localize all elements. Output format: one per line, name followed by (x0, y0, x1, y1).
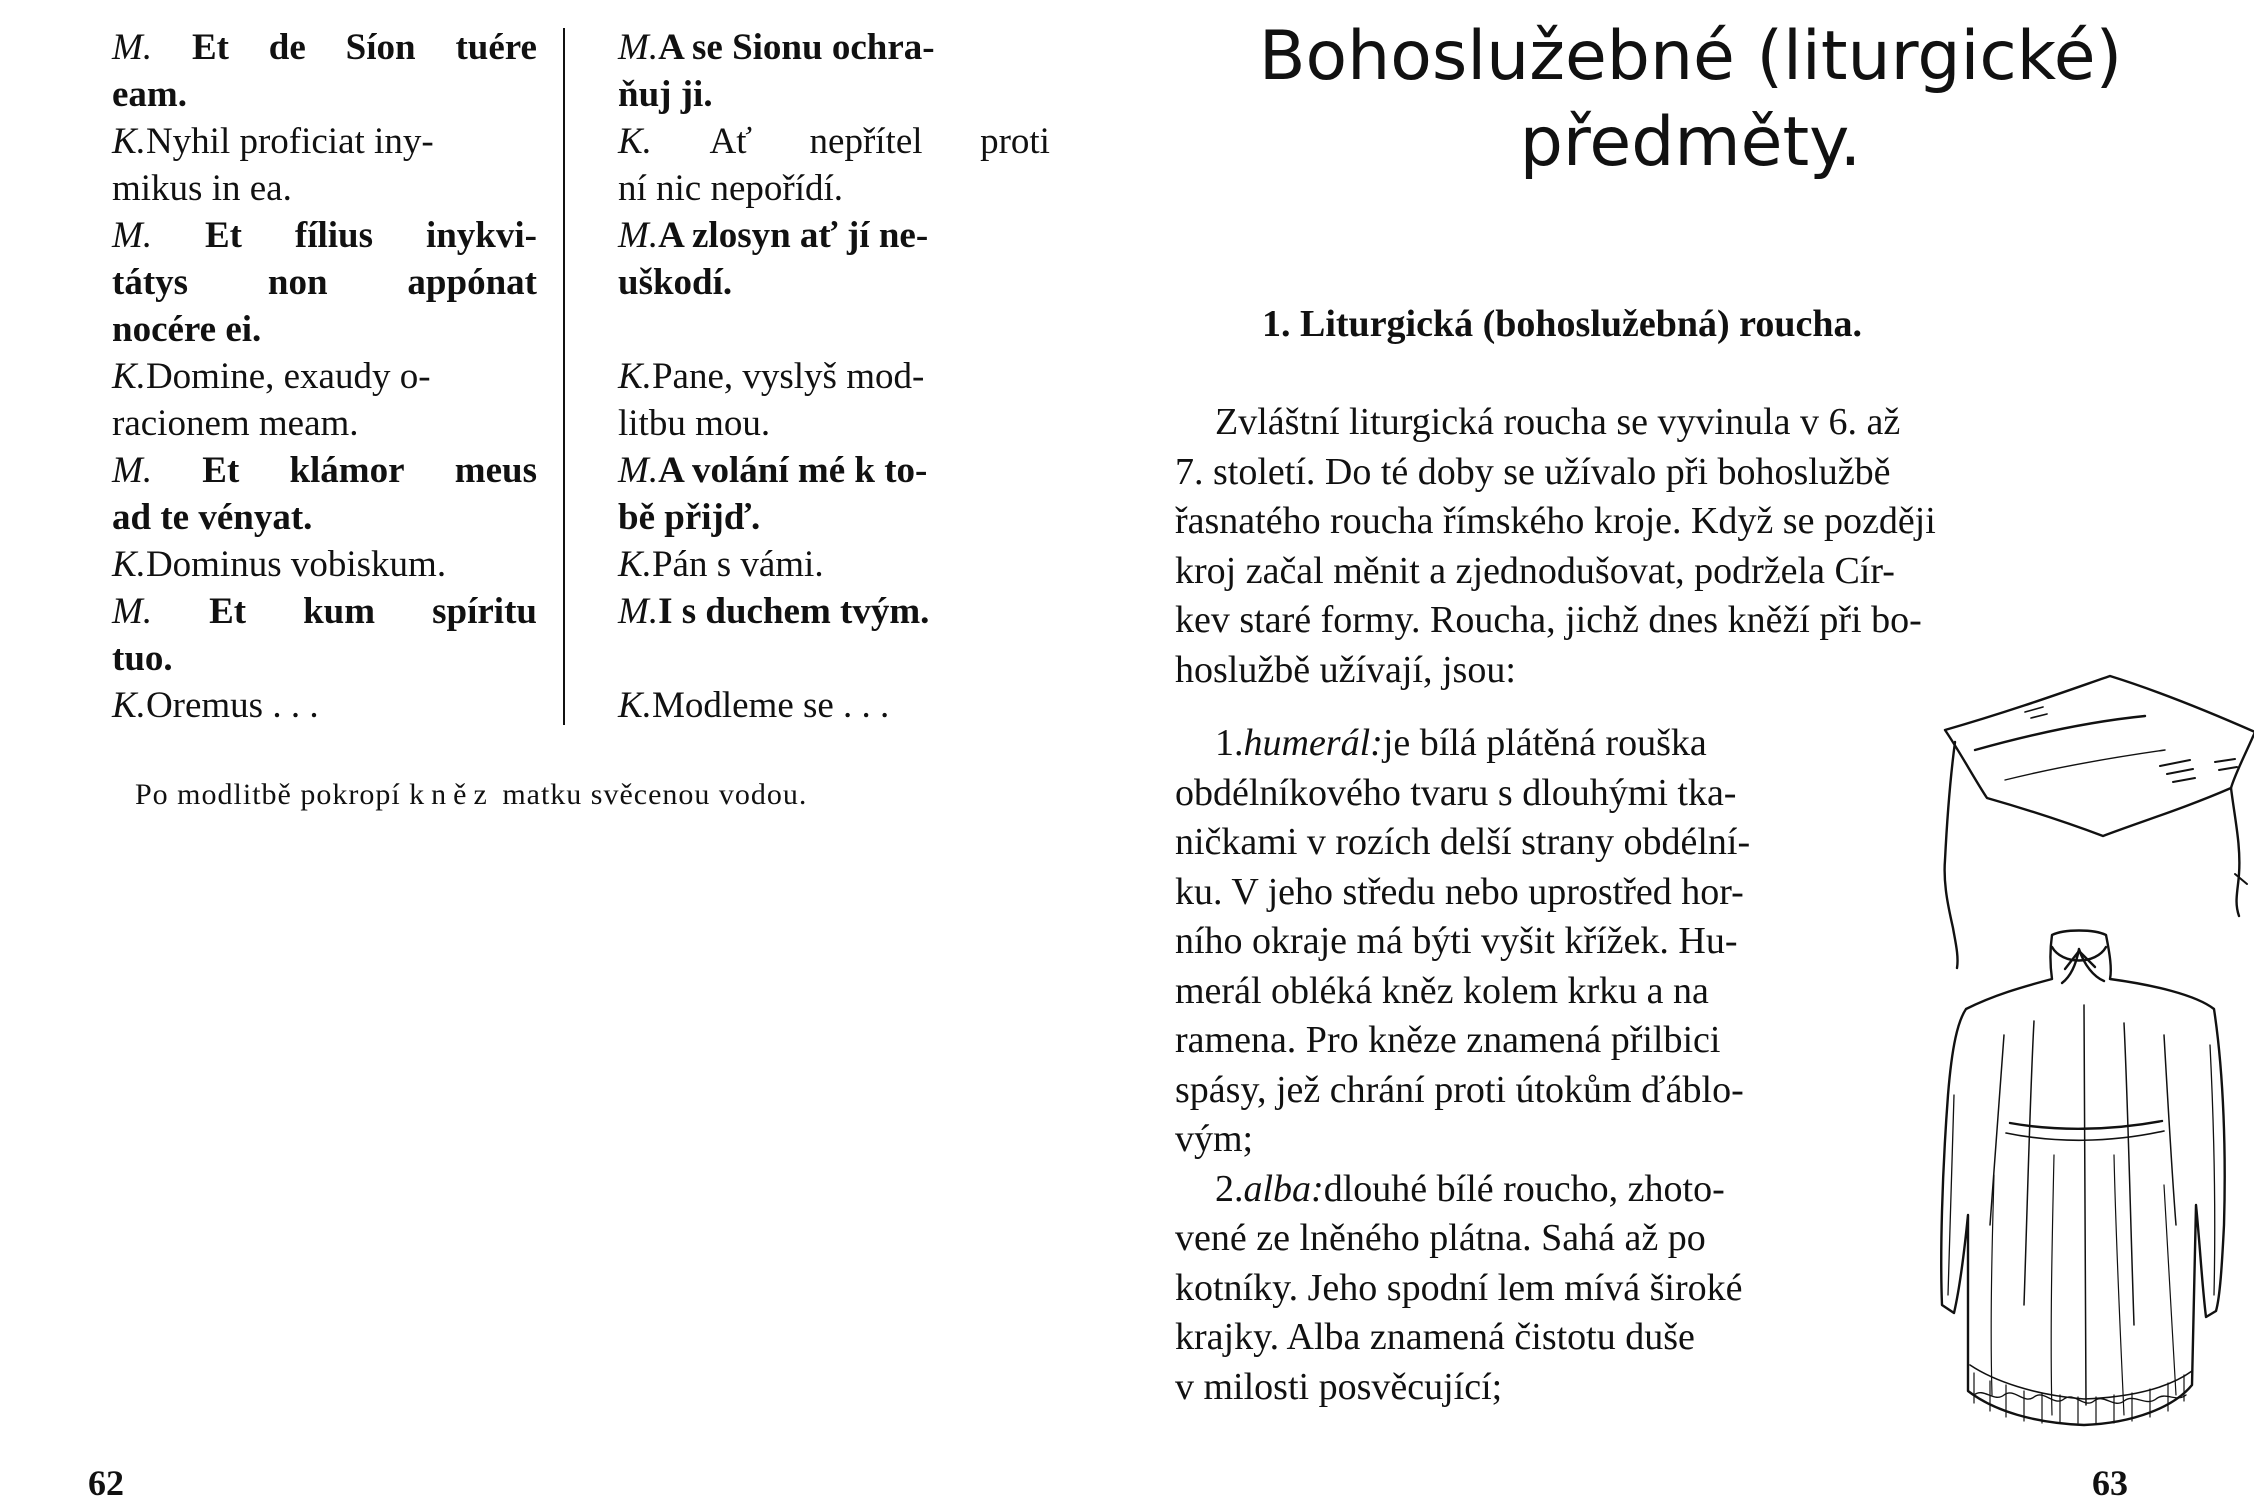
czech-text: A volání mé k to- (658, 450, 928, 491)
czech-text: M. (618, 215, 659, 256)
latin-text: appónat (407, 262, 537, 303)
latin-line (112, 447, 537, 494)
latin-text: Nyhil proficiat iny- (145, 121, 434, 162)
czech-text: ňuj ji. (618, 74, 713, 115)
latin-text: tuo. (112, 638, 173, 679)
page-title-line-2: předměty. (1519, 103, 1862, 182)
body-line (1175, 1363, 1911, 1413)
body-text: kotníky. Jeho spodní lem mívá široké (1175, 1266, 1743, 1309)
latin-line (112, 24, 537, 71)
latin-text: kum (303, 591, 376, 632)
latin-text: K. (112, 121, 146, 162)
latin-text: non (267, 262, 328, 303)
latin-text: M. (112, 27, 153, 68)
czech-text: bě přijď. (618, 497, 761, 538)
latin-line (112, 353, 537, 400)
body-text: ku. V jeho středu nebo uprostřed hor- (1175, 870, 1744, 913)
body-text: obdélníkového tvaru s dlouhými tka- (1175, 771, 1737, 814)
body-line (1175, 1016, 1911, 1066)
body-text: v milosti posvěcující; (1175, 1365, 1503, 1408)
body-line (1175, 818, 1911, 868)
latin-line (112, 494, 537, 541)
latin-text: Síon (345, 27, 416, 68)
body-text: 1. (1215, 722, 1244, 764)
latin-text: inykvi- (425, 215, 537, 256)
latin-text: Et (209, 591, 247, 632)
section-heading: 1. Liturgická (bohoslužebná) roucha. (1262, 303, 1862, 345)
latin-text: mikus in ea. (112, 168, 292, 209)
body-text: 7. století. Do té doby se užívalo při bohoslužbě (1175, 450, 1891, 493)
czech-text: K. (618, 121, 652, 162)
czech-text: M. (618, 591, 659, 632)
latin-line (112, 400, 537, 447)
czech-line (618, 212, 1050, 259)
latin-text: M. (112, 591, 153, 632)
czech-text: K. (618, 685, 652, 726)
czech-text: K. (618, 544, 652, 585)
latin-line (112, 212, 537, 259)
latin-text: Et (204, 215, 242, 256)
instruction-after: matku svěcenou vodou. (493, 778, 808, 811)
latin-line (112, 306, 537, 353)
body-text: vým; (1175, 1118, 1254, 1160)
czech-line (618, 494, 1050, 541)
body-text: kev staré formy. Roucha, jichž dnes kněží při bo- (1175, 599, 1922, 641)
body-line (1175, 448, 2137, 498)
czech-line (618, 541, 1050, 588)
latin-text: tátys (112, 262, 189, 303)
left-page (0, 0, 1127, 1503)
latin-text: Domine, exaudy o- (145, 356, 431, 397)
page-number-right: 63 (2092, 1463, 2128, 1503)
czech-text: I s duchem tvým. (658, 591, 930, 632)
latin-text: M. (112, 450, 153, 491)
body-line (1175, 1214, 1911, 1264)
body-text: hoslužbě užívají, jsou: (1175, 648, 1516, 691)
body-text: ního okraje má býti vyšit křížek. Hu- (1175, 920, 1738, 962)
latin-text: klámor (289, 450, 405, 491)
body-text: krajky. Alba znamená čistotu duše (1175, 1316, 1695, 1358)
body-text: vené ze lněného plátna. Sahá až po (1175, 1217, 1706, 1259)
czech-text: K. (618, 356, 652, 397)
czech-column (618, 24, 1050, 729)
body-text: 2. (1215, 1167, 1244, 1210)
latin-text: Et (191, 27, 229, 68)
czech-line (618, 118, 1050, 165)
page-title-line-1: Bohoslužebné (liturgické) (1258, 17, 2123, 96)
body-line (1175, 596, 2137, 646)
alba-illustration (1934, 925, 2229, 1430)
body-text: je bílá plátěná rouška (1382, 722, 1707, 764)
czech-line (618, 71, 1050, 118)
body-line (1175, 1313, 1911, 1363)
latin-text: K. (112, 685, 146, 726)
body-line (1175, 398, 2137, 448)
czech-text: A se Sionu ochra- (658, 27, 935, 68)
body-line (1175, 769, 1911, 819)
czech-text: Pane, vyslyš mod- (651, 356, 925, 397)
czech-text: nepřítel (809, 121, 923, 162)
czech-text: A zlosyn ať jí ne- (658, 215, 929, 256)
latin-text: eam. (112, 74, 187, 115)
body-line (1175, 547, 2137, 597)
body-text: ramena. Pro kněze znamená přilbici (1175, 1019, 1721, 1061)
body-text: dlouhé bílé roucho, zhoto- (1323, 1167, 1725, 1210)
czech-line (618, 259, 1050, 306)
latin-line (112, 541, 537, 588)
latin-text: racionem meam. (112, 403, 359, 444)
latin-text: K. (112, 356, 146, 397)
czech-line (618, 353, 1050, 400)
page-number-left: 62 (88, 1463, 124, 1503)
czech-line (618, 588, 1050, 635)
latin-line (112, 165, 537, 212)
body-line (1175, 1115, 1911, 1165)
latin-text: K. (112, 544, 146, 585)
czech-text: Pán s vámi. (651, 544, 824, 585)
body-line (1175, 1165, 1951, 1215)
latin-text: M. (112, 215, 153, 256)
czech-text: M. (618, 27, 659, 68)
czech-line (618, 682, 1050, 729)
instruction-before: Po modlitbě pokropí (135, 778, 410, 811)
body-line (1175, 917, 1911, 967)
czech-line (618, 400, 1050, 447)
latin-line (112, 635, 537, 682)
latin-text: de (268, 27, 306, 68)
latin-text: tuére (455, 27, 537, 68)
czech-text: litbu mou. (618, 403, 771, 444)
body-text: řasnatého roucha římského kroje. Když se později (1175, 500, 1936, 542)
latin-text: meus (454, 450, 537, 491)
instruction-spaced-word: kněz (409, 778, 494, 811)
body-line (1175, 719, 1951, 769)
latin-text: nocére ei. (112, 309, 262, 350)
column-divider (563, 28, 565, 725)
czech-text: proti (980, 121, 1050, 162)
body-text: alba: (1243, 1167, 1324, 1210)
right-page (1127, 0, 2254, 1503)
latin-text: Et (202, 450, 240, 491)
latin-line (112, 118, 537, 165)
body-text: spásy, jež chrání proti útokům ďáblo- (1175, 1068, 1744, 1111)
latin-text: fílius (294, 215, 374, 256)
latin-line (112, 588, 537, 635)
latin-line (112, 71, 537, 118)
czech-text: M. (618, 450, 659, 491)
latin-column (112, 24, 537, 729)
latin-line (112, 259, 537, 306)
czech-text: Ať (709, 121, 752, 162)
body-line (1175, 868, 1911, 918)
czech-line (618, 447, 1050, 494)
body-text: merál obléká kněz kolem krku a na (1175, 969, 1709, 1012)
body-text: Zvláštní liturgická roucha se vyvinula v 6. až (1215, 401, 1901, 443)
body-line (1175, 1264, 1911, 1314)
latin-text: spíritu (432, 591, 537, 632)
latin-line (112, 682, 537, 729)
instruction-text (135, 778, 807, 812)
latin-text: ad te vényat. (112, 497, 313, 538)
czech-text: Modleme se . . . (651, 685, 890, 726)
body-text: kroj začal měnit a zjednodušovat, podržela Cír- (1175, 549, 1895, 592)
body-line (1175, 967, 1911, 1017)
body-line (1175, 1066, 1911, 1116)
czech-text: ní nic nepořídí. (618, 168, 844, 209)
body-line (1175, 497, 2137, 547)
body-text: humerál: (1243, 722, 1383, 764)
latin-text: Oremus . . . (145, 685, 319, 726)
czech-text: uškodí. (618, 262, 733, 303)
latin-text: Dominus vobiskum. (145, 544, 447, 585)
czech-line (618, 165, 1050, 212)
czech-line (618, 24, 1050, 71)
body-text: ničkami v rozích delší strany obdélní- (1175, 821, 1751, 863)
